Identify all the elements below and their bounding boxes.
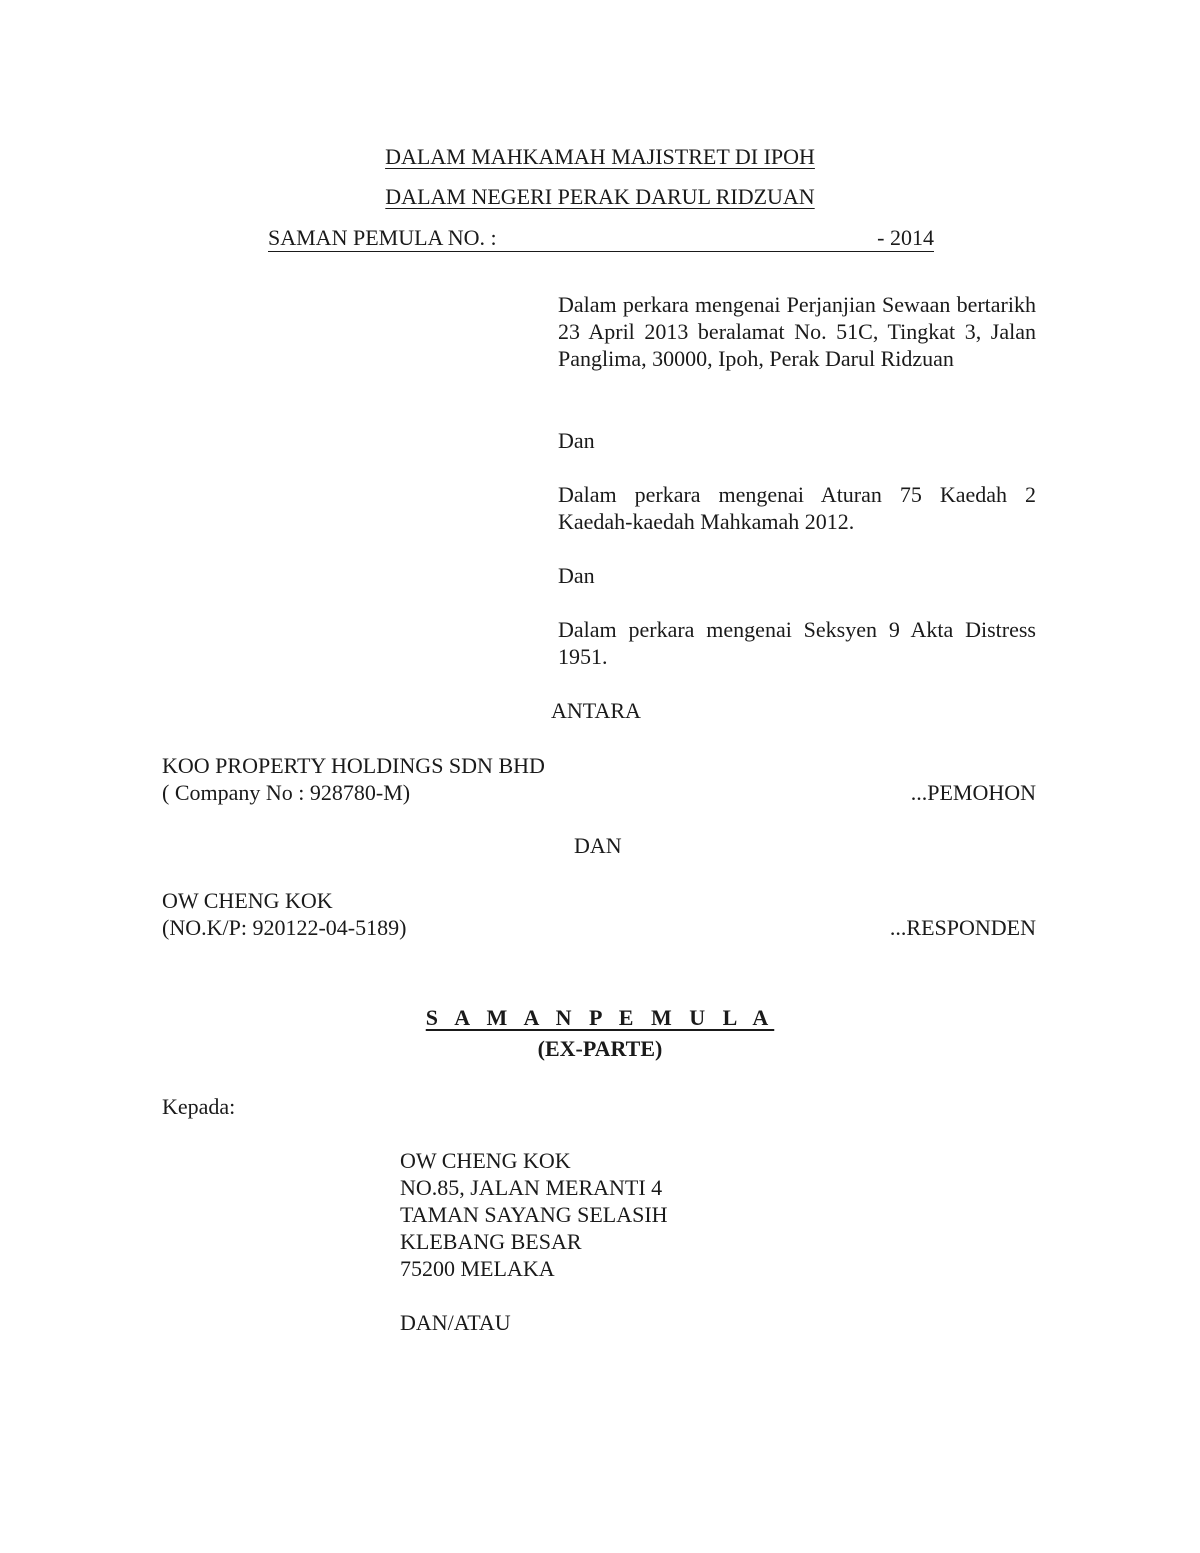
matter-distress-act: Dalam perkara mengenai Seksyen 9 Akta Distress 1951. bbox=[558, 617, 1036, 669]
case-number-label: SAMAN PEMULA NO. : bbox=[268, 225, 497, 250]
document-subtitle: (EX-PARTE) bbox=[537, 1036, 663, 1061]
document-title bbox=[0, 1004, 1200, 1031]
between-label: ANTARA bbox=[551, 698, 641, 723]
state-name: DALAM NEGERI PERAK DARUL RIDZUAN bbox=[385, 184, 815, 209]
applicant-name: KOO PROPERTY HOLDINGS SDN BHD bbox=[162, 753, 545, 778]
and-label: DAN bbox=[574, 833, 622, 858]
respondent-name: OW CHENG KOK bbox=[162, 888, 333, 913]
recipient-address-line: KLEBANG BESAR bbox=[400, 1229, 582, 1254]
court-name: DALAM MAHKAMAH MAJISTRET DI IPOH bbox=[385, 144, 815, 169]
matter-conjunction: Dan bbox=[558, 563, 595, 588]
recipient-address-line: TAMAN SAYANG SELASIH bbox=[400, 1202, 668, 1227]
applicant-role: ...PEMOHON bbox=[910, 780, 1036, 805]
recipient-address-line: OW CHENG KOK bbox=[400, 1148, 571, 1173]
case-number-line bbox=[268, 224, 934, 252]
case-year: - 2014 bbox=[877, 225, 934, 250]
matter-court-rules: Dalam perkara mengenai Aturan 75 Kaedah 2 Kaedah-kaedah Mahkamah 2012. bbox=[558, 482, 1036, 534]
respondent-role: ...RESPONDEN bbox=[889, 915, 1036, 940]
recipient-address-line: 75200 MELAKA bbox=[400, 1256, 555, 1281]
document-title-text: S A M A N P E M U L A bbox=[425, 1005, 775, 1030]
recipient-address-line: NO.85, JALAN MERANTI 4 bbox=[400, 1175, 663, 1200]
matter-conjunction: Dan bbox=[558, 428, 595, 453]
and-or-label: DAN/ATAU bbox=[400, 1310, 511, 1335]
respondent-ic-no: (NO.K/P: 920122-04-5189) bbox=[162, 915, 407, 940]
matter-rental-agreement: Dalam perkara mengenai Perjanjian Sewaan bertarikh 23 April 2013 beralamat No. 51C, Tingkat 3, Jalan Panglima, 30000, Ipoh, Perak Darul Ridzuan bbox=[558, 292, 1036, 371]
state-heading bbox=[0, 183, 1200, 210]
to-label: Kepada: bbox=[162, 1094, 236, 1119]
applicant-company-no: ( Company No : 928780-M) bbox=[162, 780, 411, 805]
court-heading bbox=[0, 143, 1200, 170]
